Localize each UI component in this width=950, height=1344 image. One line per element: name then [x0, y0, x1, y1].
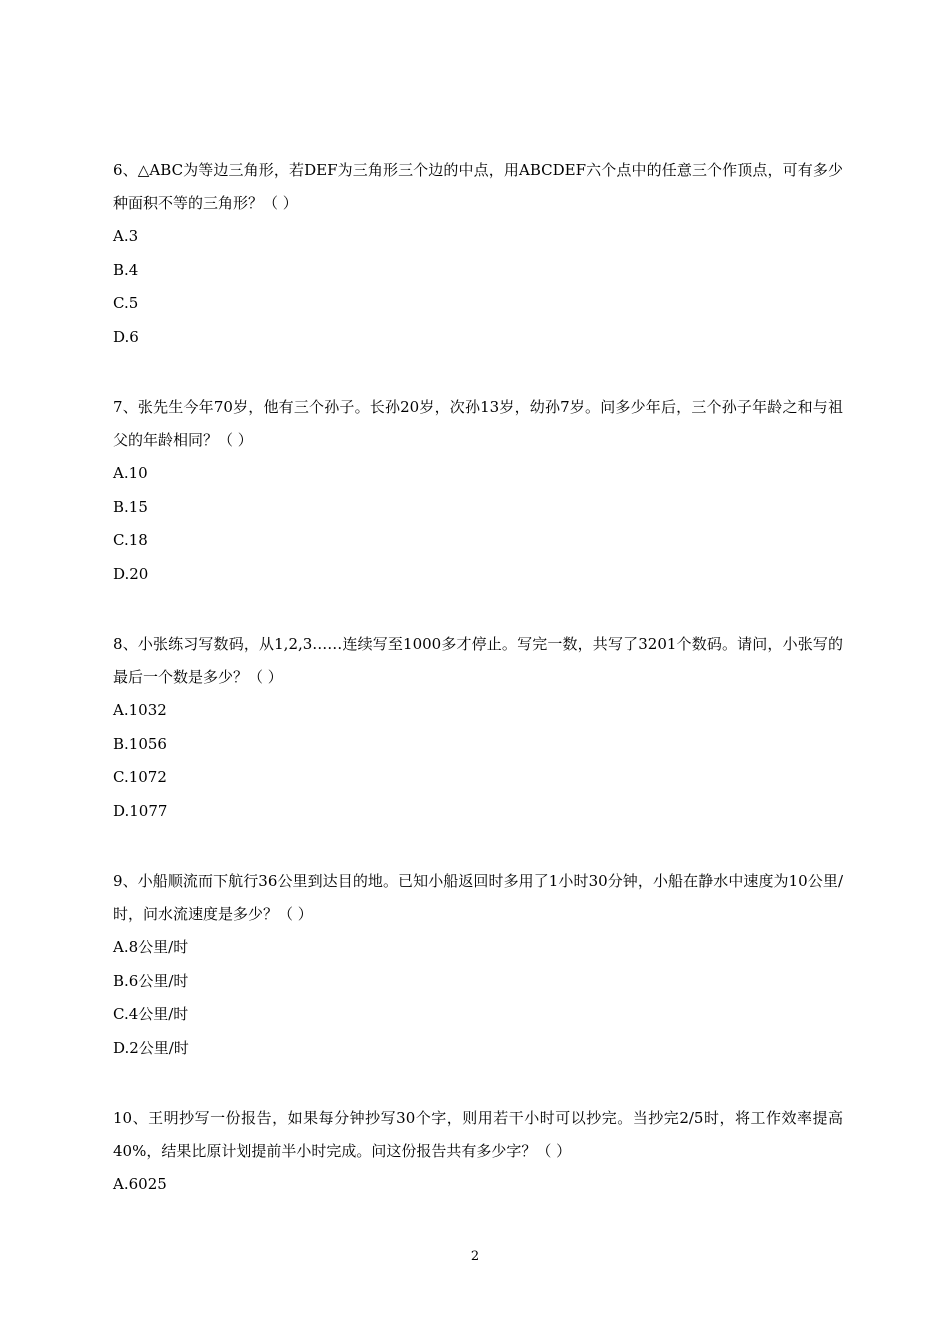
- question-10: [113, 1102, 843, 1202]
- option-c: C.5: [113, 294, 139, 312]
- option-a: A.3: [113, 227, 139, 245]
- question-stem: 7、张先生今年70岁，他有三个孙子。长孙20岁，次孙13岁，幼孙7岁。问多少年后，三个孙子年龄之和与祖父的年龄相同？（ ）: [113, 398, 843, 449]
- question-7: [113, 391, 843, 591]
- option-a: A.10: [113, 464, 148, 482]
- option-d: D.1077: [113, 801, 168, 820]
- option-d: D.6: [113, 327, 139, 346]
- question-9: [113, 865, 843, 1065]
- option-c: C.18: [113, 531, 148, 549]
- option-a: A.6025: [113, 1175, 167, 1193]
- question-stem: 6、△ABC为等边三角形，若DEF为三角形三个边的中点，用ABCDEF六个点中的任意三个作顶点，可有多少种面积不等的三角形？（ ）: [113, 161, 843, 212]
- option-b: B.4: [113, 260, 139, 279]
- option-b: B.15: [113, 497, 148, 516]
- option-d: D.2公里/时: [113, 1038, 189, 1057]
- question-stem: 10、王明抄写一份报告，如果每分钟抄写30个字，则用若干小时可以抄完。当抄完2/5时，将工作效率提高40%，结果比原计划提前半小时完成。问这份报告共有多少字？（ ）: [113, 1109, 843, 1160]
- question-8: [113, 628, 843, 828]
- option-a: A.1032: [113, 701, 167, 719]
- option-b: B.6公里/时: [113, 971, 189, 990]
- page-number: 2: [470, 1249, 480, 1264]
- question-stem: 8、小张练习写数码，从1,2,3……连续写至1000多才停止。写完一数，共写了3201个数码。请问，小张写的最后一个数是多少？（ ）: [113, 635, 843, 686]
- question-stem: 9、小船顺流而下航行36公里到达目的地。已知小船返回时多用了1小时30分钟，小船在静水中速度为10公里/时，问水流速度是多少？（ ）: [113, 872, 843, 923]
- option-b: B.1056: [113, 734, 167, 753]
- option-c: C.4公里/时: [113, 1005, 189, 1023]
- option-a: A.8公里/时: [113, 938, 189, 956]
- question-6: [113, 154, 843, 354]
- option-d: D.20: [113, 564, 149, 583]
- option-c: C.1072: [113, 768, 167, 786]
